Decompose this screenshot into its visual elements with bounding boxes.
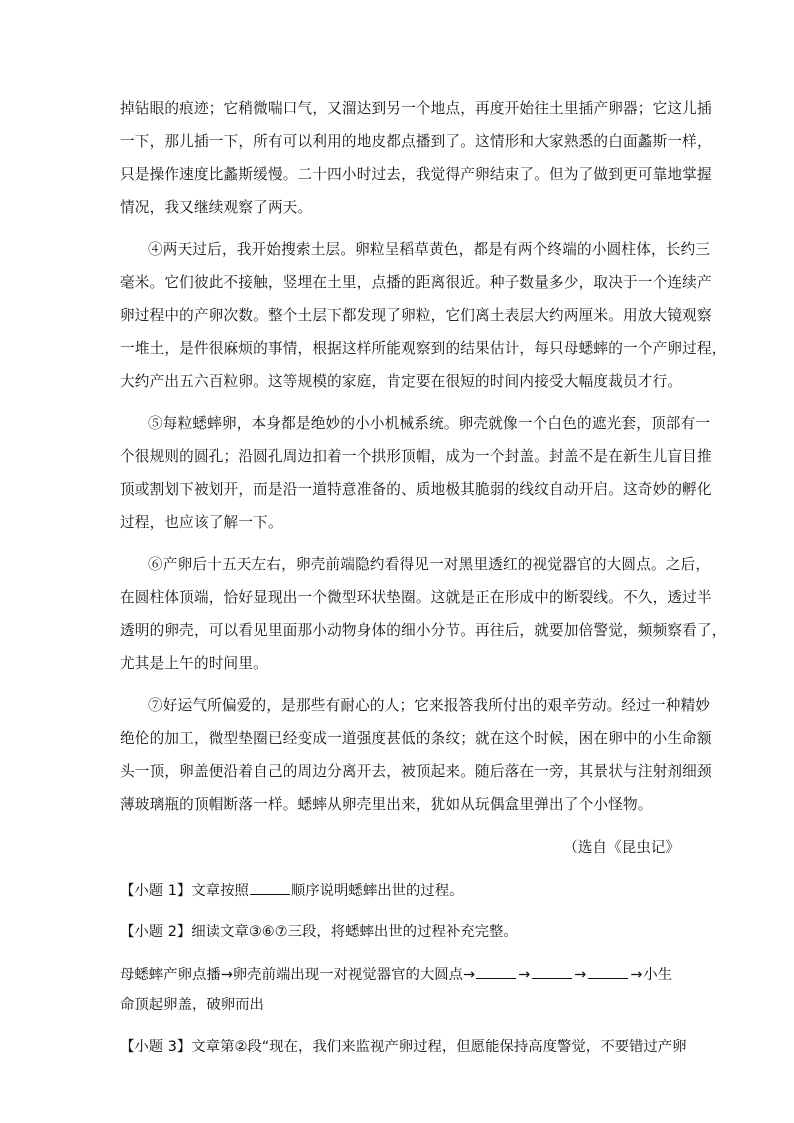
process-flow-line-2: 命顶起卵盖，破卵而出 xyxy=(120,997,264,1013)
arrow-icon: → xyxy=(574,967,587,983)
question-1-prefix: 【小题 1】文章按照 xyxy=(120,883,249,899)
passage-line: 情况，我又继续观察了两天。 xyxy=(120,199,313,216)
passage-line: 薄玻璃瓶的顶帽断落一样。蟋蟀从卵壳里出来，犹如从玩偶盒里弹出了个小怪物。 xyxy=(120,796,653,813)
question-2: 【小题 2】细读文章③⑥⑦三段，将蟋蟀出世的过程补充完整。 xyxy=(120,924,518,940)
passage-line: 尤其是上午的时间里。 xyxy=(120,655,268,672)
passage-line: 透明的卵壳，可以看见里面那小动物身体的细小分节。再往后，就要加倍警觉，频频察看了， xyxy=(120,622,727,639)
arrow-icon: → xyxy=(518,967,531,983)
passage-line: 顶或割划下被划开，而是沿一道特意准备的、质地极其脆弱的线纹自动开启。这奇妙的孵化 xyxy=(120,481,712,498)
passage-line: ⑤每粒蟋蟀卵，本身都是绝妙的小小机械系统。卵壳就像一个白色的遮光套，顶部有一 xyxy=(148,415,711,432)
question-1-suffix: 顺序说明蟋蟀出世的过程。 xyxy=(290,883,464,899)
passage-line: 一堆土，是件很麻烦的事情，根据这样所能观察到的结果估计，每只母蟋蟀的一个产卵过程， xyxy=(120,340,727,357)
question-3: 【小题 3】文章第②段“现在，我们来监视产卵过程，但愿能保持高度警觉，不要错过产卵 xyxy=(120,1039,687,1055)
flow-end: 小生 xyxy=(643,967,673,983)
answer-blank[interactable] xyxy=(588,964,628,979)
passage-line: 只是操作速度比蠡斯缓慢。二十四小时过去，我觉得产卵结束了。但为了做到更可靠地掌握 xyxy=(120,166,712,183)
passage-line: 掉钻眼的痕迹；它稍微喘口气，又溜达到另一个地点，再度开始往土里插产卵器；它这儿插 xyxy=(120,100,712,117)
question-1 xyxy=(120,880,680,901)
passage-line: 头一顶，卵盖便沿着自己的周边分离开去，被顶起来。随后落在一旁，其景状与注射剂细颈 xyxy=(120,763,712,780)
process-flow xyxy=(120,964,680,985)
passage-line: ⑦好运气所偏爱的，是那些有耐心的人；它来报答我所付出的艰辛劳动。经过一种精妙 xyxy=(148,697,711,714)
answer-blank[interactable] xyxy=(532,964,572,979)
passage-line: ⑥产卵后十五天左右，卵壳前端隐约看得见一对黑里透红的视觉器官的大圆点。之后， xyxy=(148,556,711,573)
passage-line: 一下，那儿插一下，所有可以利用的地皮都点播到了。这情形和大家熟悉的白面蠡斯一样， xyxy=(120,133,712,150)
passage-line: 个很规则的圆孔；沿圆孔周边扣着一个拱形顶帽，成为一个封盖。封盖不是在新生儿盲目推 xyxy=(120,448,712,465)
flow-start: 母蟋蟀产卵点播→卵壳前端出现一对视觉器官的大圆点→ xyxy=(120,967,476,983)
passage-line: 在圆柱体顶端，恰好显现出一个微型环状垫圈。这就是正在形成中的断裂线。不久，透过半 xyxy=(120,589,712,606)
answer-blank[interactable] xyxy=(476,964,516,979)
passage-line: ④两天过后，我开始搜索土层。卵粒呈稻草黄色，都是有两个终端的小圆柱体，长约三 xyxy=(148,241,711,258)
passage-line: 卵过程中的产卵次数。整个土层下都发现了卵粒，它们离土表层大约两厘米。用放大镜观察 xyxy=(120,307,712,324)
answer-blank[interactable] xyxy=(250,880,290,895)
arrow-icon: → xyxy=(630,967,643,983)
passage-line: 绝伦的加工，微型垫圈已经变成一道强度甚低的条纹；就在这个时候，困在卵中的小生命额 xyxy=(120,730,712,747)
passage-line: 过程，也应该了解一下。 xyxy=(120,514,283,531)
source-citation: （选自《昆虫记》 xyxy=(563,839,680,856)
passage-line: 毫米。它们彼此不接触，竖埋在土里，点播的距离很近。种子数量多少，取决于一个连续产 xyxy=(120,274,712,291)
passage-line: 大约产出五六百粒卵。这等规模的家庭，肯定要在很短的时间内接受大幅度裁员才行。 xyxy=(120,373,683,390)
